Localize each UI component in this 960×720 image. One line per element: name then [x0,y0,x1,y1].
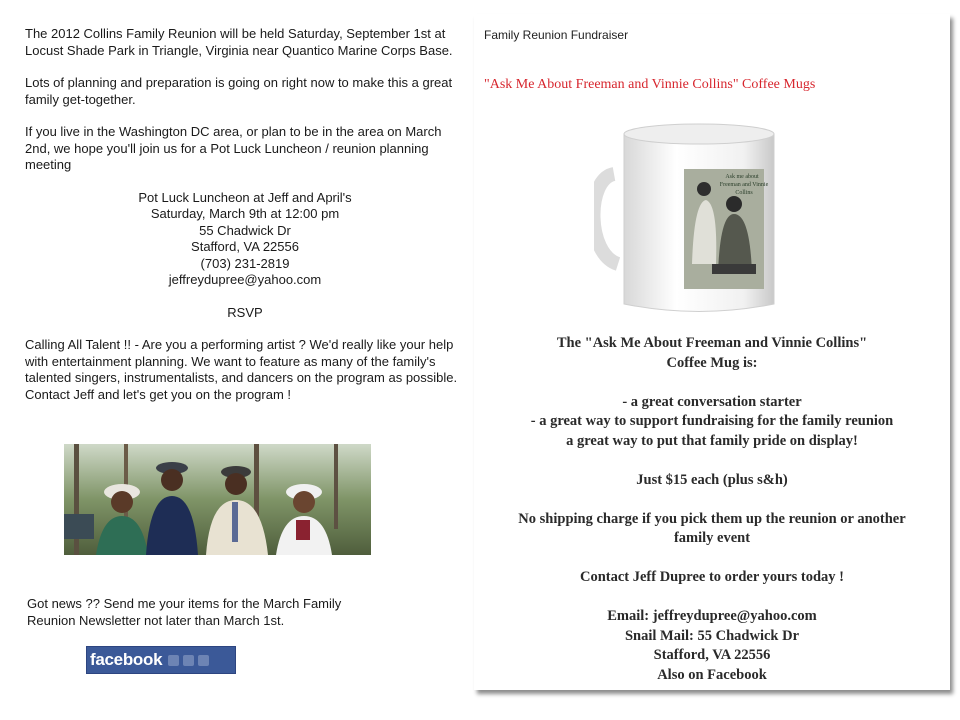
mug-title-line: Coffee Mug is: [666,354,758,371]
event-line: Pot Luck Luncheon at Jeff and April's [138,189,352,205]
facebook-logo-text: facebook [90,650,163,669]
event-line: (703) 231-2819 [200,255,290,271]
event-line: Stafford, VA 22556 [191,239,299,254]
event-line: 55 Chadwick Dr [199,222,291,238]
mug-benefit: - a great way to support fundraising for the family reunion [530,413,894,429]
event-line: Saturday, March 9th at 12:00 pm [150,206,340,221]
friends-icon [168,655,179,666]
family-photo [64,444,371,555]
mug-print-line: Collins [735,190,753,196]
order-contact: Contact Jeff Dupree to order yours today ! [579,569,845,585]
event-email[interactable]: jeffreydupree@yahoo.com [168,272,322,287]
fundraiser-panel [474,14,950,690]
mug-print-line: Ask me about [725,174,759,180]
globe-icon [198,655,209,666]
mug-description [474,334,950,685]
shipping-note: No shipping charge if you pick them up the reunion or another [518,510,906,527]
left-column [25,26,465,419]
mug-print-line: Freeman and Vinnie [719,182,769,188]
facebook-icons [168,655,209,666]
messages-icon [183,655,194,666]
mug-benefit: a great way to put that family pride on display! [566,432,858,449]
meeting-paragraph: If you live in the Washington DC area, or plan to be in the area on March 2nd, we hope you'll join us for a Pot Luck Luncheon / reunion planning meeting [25,124,442,172]
shipping-note: family event [673,530,751,546]
facebook-badge[interactable] [86,646,236,674]
contact-email[interactable]: Email: jeffreydupree@yahoo.com [607,608,817,624]
planning-paragraph: Lots of planning and preparation is going on right now to make this a great family get-together. [25,75,453,107]
rsvp-label: RSVP [227,304,263,320]
mug-title-line: The "Ask Me About Freeman and Vinnie Collins" [556,335,868,351]
intro-paragraph: The 2012 Collins Family Reunion will be held Saturday, September 1st at Locust Shade Park in Triangle, Virginia near Quantico Marine Corps Base. [25,26,453,58]
coffee-mug-image [594,114,794,324]
family-photo-image [64,444,371,555]
event-details [25,190,465,289]
contact-mail: Stafford, VA 22556 [653,647,771,663]
panel-heading: Family Reunion Fundraiser [484,28,629,42]
mug-promo-title: "Ask Me About Freeman and Vinnie Collins" Coffee Mugs [484,77,816,92]
mug-price: Just $15 each (plus s&h) [636,471,788,488]
talent-paragraph: Calling All Talent !! - Are you a performing artist ? We'd really like your help with entertainment planning. We want to feature as many of the family's talented singers, instrumentalists, and dancers on the program as possible. Contact Jeff and let's get you on the program ! [25,337,458,402]
contact-mail: Snail Mail: 55 Chadwick Dr [624,627,799,644]
mug-benefit: - a great conversation starter [622,393,802,410]
contact-facebook: Also on Facebook [657,666,767,683]
newsletter-note: Got news ?? Send me your items for the March Family Reunion Newsletter not later than March 1st. [27,596,342,628]
